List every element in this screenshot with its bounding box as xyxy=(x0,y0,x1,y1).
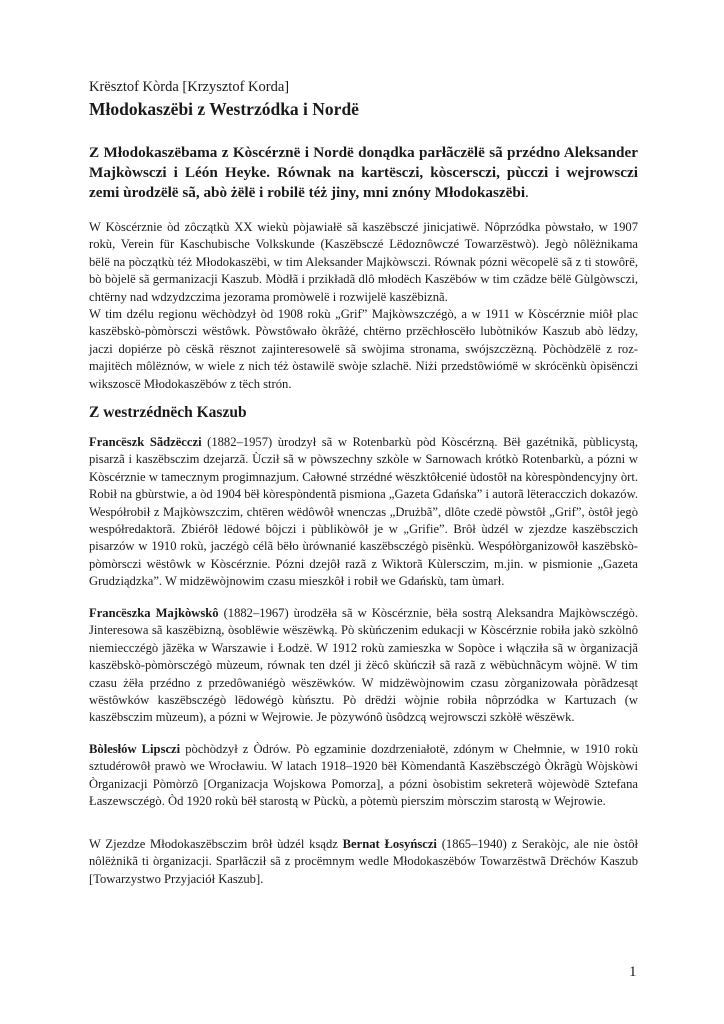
intro-paragraph-2: W tim dzélu regionu wëchòdzył òd 1908 rokù „Grif” Majkòwszczégò, a w 1911 w Kòscérznie miôł plac kaszëbskò-pòmòrsczi wëstôwk. Pòwstôwało òkrãżé, chtërno przëchłoscëło lubòtników Kaszub abò lëdzy, jaczi dopiérze pò cëskã rësznot zajinteresowelë sã swòjima stronama, swójszczëzną. Pòchòdzëlë z rozmajitëch môlëznów, w wiele z nich téż òstawilë swòje szlachë. Niżi przedstôwiómë w skrócënkù òpisënczi wikszoscë Młodokaszëbów z tëch strón. xyxy=(89,307,638,391)
lead-end: . xyxy=(525,184,529,201)
bio-name: Bòlesłów Lipsczi xyxy=(89,742,181,756)
page-number: 1 xyxy=(629,964,637,980)
section-heading: Z westrzédnëch Kaszub xyxy=(89,404,247,421)
closing-before: W Zjezdze Młodokaszëbsczim brôł ùdzél ksądz xyxy=(89,837,343,851)
bio-name: Francëszka Majkòwskô xyxy=(89,606,219,620)
bio-majkowska xyxy=(89,605,638,727)
bio-text: pòchòdzył z Òdrów. Pò egzaminie dozdrzeniałotë, zdónym w Chełmnie, w 1910 rokù sztudérowôł prawò we Wrocławiu. W latach 1918–1920 bëł Kòmendantã Kaszëbsczégò Òkrãgù Wòjskòwi Òrganizacji Pòmòrzô [Organizacja Wojskowa Pomorza], a pózni òsobistim sekreterã wòjewòdë Sztefana Łaszewsczégò. Òd 1920 rokù bëł starostą w Pùckù, a pòtemù pierszim mòrsczim starostą w Wejrowie. xyxy=(89,742,638,809)
bio-text: (1882–1967) ùrodzëła sã w Kòscérznie, bëła sostrą Aleksandra Majkòwsczégò. Jinteresowa sã kaszëbizną, òsoblëwie wëszëwką. Pò skùńczenim edukacji w Kòscérznie robiła jakò szkòlnô niemiecczégò jãzëka w Warszawie i Łodzë. W 1912 rokù zamieszka w Sopòce i włącziła sã w òrganizacjã kaszëbskò-pòmòrsczégò mùzeum, równak ten dzél ji żëcô skùńcził sã razã z wëbùchnãcym wòjnë. W tim czasu żëła przédno z przedôwaniégò wëszëwków. W midzëwòjnowim czasu zòrganizowała pòrãdzesąt wëstôwków kaszëbsczégò lëdowégò kùńsztu. Pò drëdżi wòjnie robiła nôprzódka w Kartuzach (w kaszëbsczim mùzeum), a pózni w Wejrowie. Je pòzywónô ùsôdzcą wejrowsczi szkòłë wëszëwk. xyxy=(89,606,638,725)
bio-sadzecczi xyxy=(89,434,638,591)
lead-text: Z Młodokaszëbama z Kòscérznë i Nordë donądka parłãczëlë sã przédno Aleksander Majkòwsczi i Léón Heyke. Równak na kartësczi, kòscersczi, pùcczi i wejrowsczi zemi ùrodzëlë sã, abò żëlë i robilë téż jiny, mni znóny Młodokaszëbi xyxy=(89,144,638,201)
closing-paragraph xyxy=(89,836,638,888)
closing-name: Bernat Łosyńsczi xyxy=(342,837,437,851)
author-line: Krësztof Kòrda [Krzysztof Korda] xyxy=(89,79,290,95)
closing-after: (1865–1940) z Serakòjc, ale nie òstôł nôlëżnikã ti òrganizacji. Sparłãcził sã z procëmnym wedle Młodokaszëbów Towarzëstwã Drëchów Kaszub [Towarzystwo Przyjaciół Kaszub]. xyxy=(89,837,638,886)
bio-text: (1882–1957) ùrodzył sã w Rotenbarkù pòd Kòscérzną. Bëł gazétnikã, pùblicystą, pisarzã i kaszëbsczim dzejarzã. Ùcził sã w pòwszechny szkòle w Sarnowach krótkò Rotenbarkù, a pózni w Kòscérznie w tamecznym progimnazjum. Całowné strzédné wëszktôłcenié ùdostôł na kòrespòndencyjny òrt. Robił na gbùrstwie, a òd 1904 bëł kòrespòndentã pismiona „Gazeta Gdańska” i autorã lëteracczich dokazów. Wespółrobił z Majkòwszczim, chtëren wëdôwôł wnenczas „Drużbã”, dlôte czedë pòwstôł „Grif”, òstôł jegò wespółredaktorã. Zbiérôł lëdowé bôjczi i pùblikòwôł je w „Grifie”. Brôł ùdzél w zjezdze kaszëbsczich pisarzów w 1910 rokù, jaczégò célã bëło ùrównanié kaszëbsczégò pisënkù. Wespółòrganizowôł kaszëbskò-pòmòrsczi wëstôwk w Kòscérznie. Pózni dzejôł razã z Wiktorã Kùlersczim, m.jin. w pismionie „Gazeta Grudziądzka”. W midzëwòjnowim czasu mieszkôł i robił we Gdańskù, tam ùmarł. xyxy=(89,435,638,589)
bio-name: Francëszk Sãdzëcczi xyxy=(89,435,202,449)
article-title: Młodokaszëbi z Westrzódka i Nordë xyxy=(89,99,359,119)
lead-paragraph xyxy=(89,143,638,203)
bio-lipsczi xyxy=(89,741,638,811)
intro-paragraph-1: W Kòscérznie òd zôczątkù XX wiekù pòjawiałë sã kaszëbsczé jinicjatiwë. Nôprzódka pòwstało, w 1907 rokù, Verein für Kaschubische Volkskunde (Kaszëbsczé Lëdoznôwczé Towarzëstwò). Jegò nôlëżnikama bëlë na pòczątkù téż Młodokaszëbi, w tim Aleksander Majkòwsczi. Równak pózni wëcopelë sã z ti stowôrë, bò bòjelë sã germanizacji Kaszub. Mòdłã i przikładã dlô młodëch Kaszëbów w tim czãdze bëlë Gùlgòwsczi, chtërny nad wdzydzczima jezorama promòwelë i rozwijelë kaszëbiznã. xyxy=(89,220,638,304)
intro-section xyxy=(89,219,638,393)
